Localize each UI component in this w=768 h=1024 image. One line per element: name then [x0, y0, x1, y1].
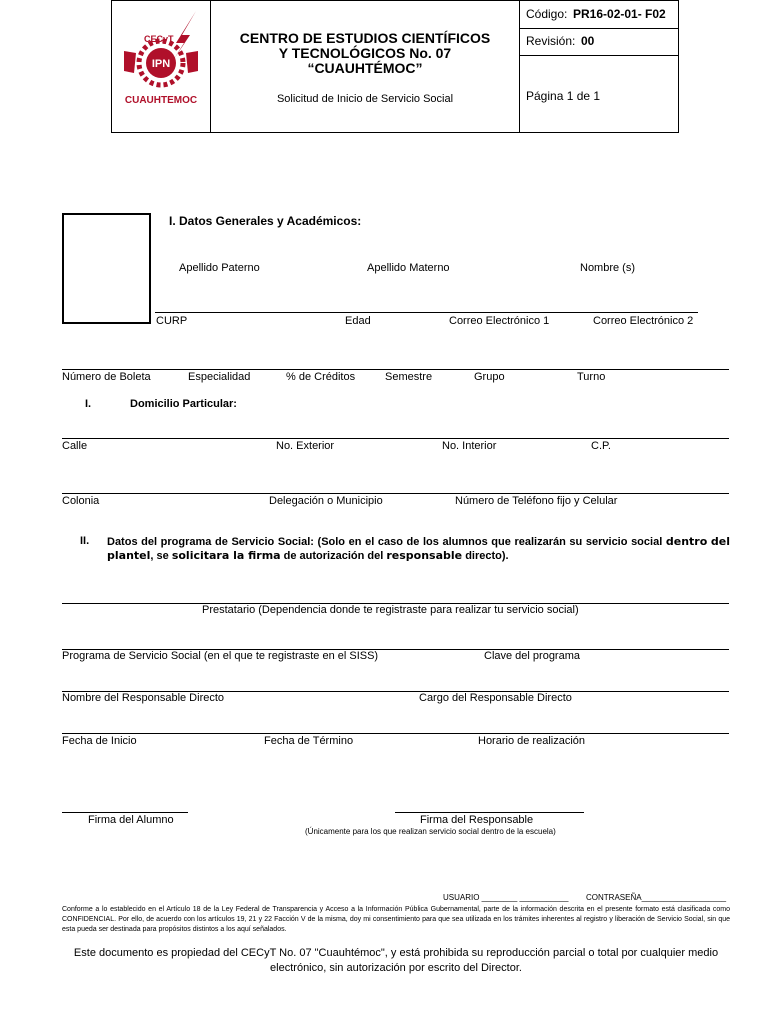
label-fecha-inicio: Fecha de Inicio [62, 735, 137, 747]
label-creditos: % de Créditos [286, 371, 356, 383]
label-especialidad: Especialidad [188, 371, 251, 383]
label-correo-1: Correo Electrónico 1 [449, 315, 550, 327]
codigo-value: PR16-02-01- F02 [573, 7, 666, 21]
section2-text-b: dentro [665, 535, 708, 548]
section2-title [107, 535, 730, 563]
label-grupo: Grupo [474, 371, 505, 383]
label-horario: Horario de realización [478, 735, 585, 747]
label-no-interior: No. Interior [442, 440, 497, 452]
cecyt-logo [112, 1, 210, 132]
label-delegacion: Delegación o Municipio [269, 495, 383, 507]
section2-text-e: solicitara la firma [171, 549, 281, 562]
label-calle: Calle [62, 440, 88, 452]
line-boleta[interactable] [62, 369, 729, 370]
institution-line-2: Y TECNOLÓGICOS No. 07 [278, 45, 452, 61]
section2-numeral: II. [80, 535, 90, 547]
label-turno: Turno [577, 371, 606, 383]
signature-line-responsable[interactable] [395, 812, 584, 813]
line-fechas[interactable] [62, 733, 729, 734]
institution-line-1: CENTRO DE ESTUDIOS CIENTÍFICOS [239, 30, 491, 46]
section2-text-g: responsable [386, 549, 463, 562]
label-telefono: Número de Teléfono fijo y Celular [455, 495, 618, 507]
domicilio-title: Domicilio Particular: [130, 398, 237, 410]
label-apellido-materno: Apellido Materno [367, 262, 450, 274]
logo-cell [112, 1, 211, 132]
codigo-label: Código: [526, 7, 568, 21]
label-responsable: Nombre del Responsable Directo [62, 692, 225, 704]
section2-text-h: directo). [465, 550, 509, 562]
section2-text-f: de autorización del [283, 550, 384, 562]
label-clave: Clave del programa [484, 650, 580, 662]
section1-title: I. Datos Generales y Académicos: [169, 214, 362, 228]
label-semestre: Semestre [385, 371, 433, 383]
label-fecha-termino: Fecha de Término [264, 735, 354, 747]
label-curp: CURP [156, 315, 188, 327]
label-no-exterior: No. Exterior [276, 440, 335, 452]
domicilio-numeral: I. [85, 398, 92, 410]
logo-bottom-text: CUAUHTEMOC [124, 95, 198, 106]
revision-label: Revisión: [526, 34, 576, 48]
line-colonia[interactable] [62, 493, 729, 494]
label-cp: C.P. [591, 440, 611, 452]
label-firma-responsable: Firma del Responsable [420, 814, 534, 826]
label-nombre: Nombre (s) [580, 262, 636, 274]
label-colonia: Colonia [62, 495, 100, 507]
label-cargo: Cargo del Responsable Directo [419, 692, 572, 704]
label-boleta: Número de Boleta [62, 371, 151, 383]
institution-title [211, 31, 519, 76]
institution-line-3: “CUAUHTÉMOC” [307, 60, 423, 76]
label-programa: Programa de Servicio Social (en el que te registraste en el SISS) [62, 650, 379, 662]
header-table [111, 0, 679, 133]
signature-line-alumno[interactable] [62, 812, 188, 813]
section2-text-a: Datos del programa de Servicio Social: (Solo en el caso de los alumnos que realizarán su servicio social [107, 536, 663, 548]
contrasena-field[interactable]: CONTRASEÑA___________________ [586, 893, 727, 902]
label-correo-2: Correo Electrónico 2 [593, 315, 694, 327]
section2-text-d: , se [150, 550, 169, 562]
legal-notice: Conforme a lo establecido en el Artículo 18 de la Ley Federal de Transparencia y Acceso a la Información Pública Gubernamental, parte de la información descrita en el presente formato está clasificada como CONFIDENCIAL. Por ello, de acuerdo con los artículos 19, 21 y 22 Facción V de la misma, doy mi consentimiento para que sea utilizada en los trámites inherentes al registro y liberación de Servicio Social, sin que esta pueda ser destinada para propósitos distintos a los aquí señalados. [62, 906, 730, 933]
page-number: Página 1 de 1 [526, 89, 601, 103]
logo-center-text: IPN [151, 58, 171, 70]
label-prestatario: Prestatario (Dependencia donde te registraste para realizar tu servicio social) [202, 604, 579, 616]
label-apellido-paterno: Apellido Paterno [179, 262, 260, 274]
usuario-field[interactable]: USUARIO ________ ___________ [443, 893, 569, 902]
photo-box[interactable] [62, 213, 151, 324]
firma-note: (Únicamente para los que realizan servicio social dentro de la escuela) [305, 827, 556, 836]
form-subtitle: Solicitud de Inicio de Servicio Social [276, 93, 454, 105]
codigo-row [520, 1, 679, 29]
footer-notice: Este documento es propiedad del CECyT No. 07 "Cuauhtémoc", y está prohibida su reproducción parcial o total por cualquier medio electrónico, sin autorización por escrito del Director. [73, 947, 719, 974]
line-curp[interactable] [155, 312, 698, 313]
line-calle[interactable] [62, 438, 729, 439]
revision-row [520, 29, 679, 56]
logo-top-text: CECyT [144, 34, 174, 44]
section2-text-c: del plantel [107, 535, 730, 562]
label-edad: Edad [345, 315, 371, 327]
revision-value: 00 [581, 34, 595, 48]
metadata-cell [519, 1, 679, 132]
label-firma-alumno: Firma del Alumno [88, 814, 174, 826]
